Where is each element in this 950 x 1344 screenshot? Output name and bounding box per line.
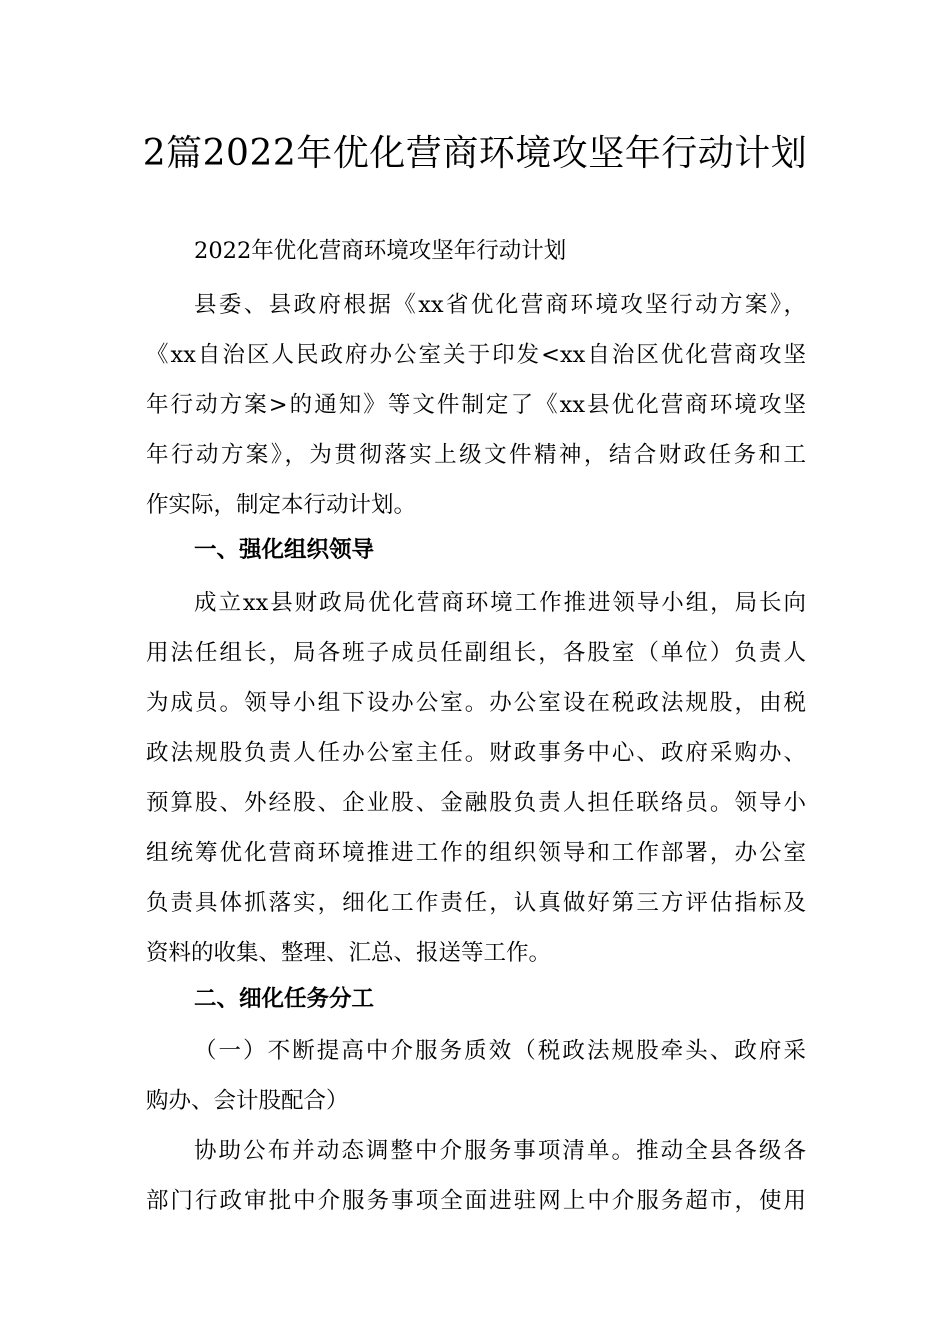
text-line: 资料的收集、整理、汇总、报送等工作。 [146, 940, 552, 966]
text-line: 负责具体抓落实，细化工作责任，认真做好第三方评估指标及 [146, 890, 806, 916]
text-line: 年行动方案》，为贯彻落实上级文件精神，结合财政任务和工 [146, 442, 806, 468]
section-heading-1: 一、强化组织领导 [194, 537, 375, 563]
subsection-1-paragraph [146, 1126, 806, 1226]
subsection-1-heading [146, 1026, 806, 1126]
text-line: 部门行政审批中介服务事项全面进驻网上中介服务超市，使用 [146, 1188, 806, 1214]
text-line: 作实际，制定本行动计划。 [146, 492, 417, 518]
text-line: 县委、县政府根据《xx省优化营商环境攻坚行动方案》， [194, 292, 806, 318]
text-line: 预算股、外经股、企业股、金融股负责人担任联络员。领导小 [146, 790, 806, 816]
intro-paragraph [146, 280, 806, 530]
text-line: 购办、会计股配合） [146, 1088, 349, 1114]
text-line: 为成员。领导小组下设办公室。办公室设在税政法规股，由税 [146, 690, 806, 716]
text-line: 政法规股负责人任办公室主任。财政事务中心、政府采购办、 [146, 740, 806, 766]
text-line: 成立xx县财政局优化营商环境工作推进领导小组，局长向 [194, 590, 806, 616]
section-1-paragraph [146, 578, 806, 978]
plan-subtitle: 2022年优化营商环境攻坚年行动计划 [194, 238, 567, 264]
text-line: 年行动方案>的通知》等文件制定了《xx县优化营商环境攻坚 [146, 392, 806, 418]
text-line: （一）不断提高中介服务质效（税政法规股牵头、政府采 [194, 1038, 806, 1064]
text-line: 用法任组长，局各班子成员任副组长，各股室（单位）负责人 [146, 640, 806, 666]
text-line: 《xx自治区人民政府办公室关于印发<xx自治区优化营商攻坚 [146, 342, 806, 368]
document-title: 2篇2022年优化营商环境攻坚年行动计划 [142, 133, 808, 174]
text-line: 协助公布并动态调整中介服务事项清单。推动全县各级各 [194, 1138, 806, 1164]
section-heading-2: 二、细化任务分工 [194, 986, 375, 1012]
text-line: 组统筹优化营商环境推进工作的组织领导和工作部署，办公室 [146, 840, 806, 866]
